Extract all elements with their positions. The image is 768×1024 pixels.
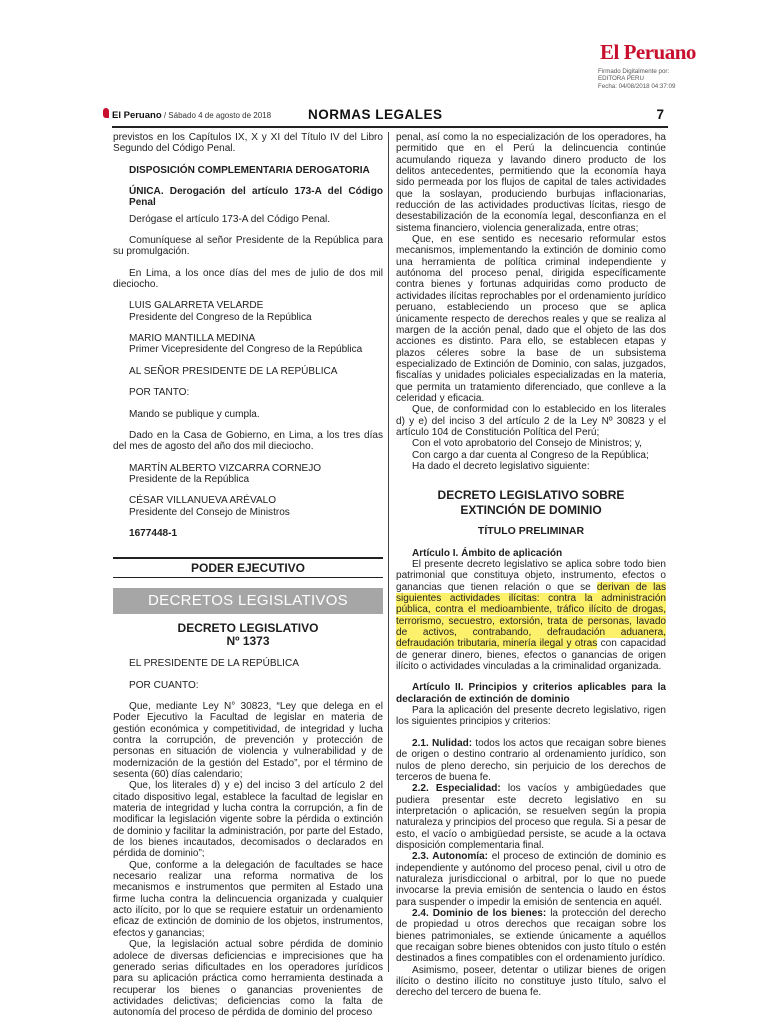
preliminary-title: TÍTULO PRELIMINAR (477, 525, 585, 538)
signatory-role: Primer Vicepresidente del Congreso de la República (129, 344, 363, 356)
article-text (396, 559, 666, 672)
decree-title: DECRETO LEGISLATIVO (177, 621, 319, 636)
paragraph: Que, la legislación actual sobre pérdida de dominio adolece de diversas deficiencias e imprecisiones que ha generado serias dificultades en los operadores jurídicos para su aplicación práctica como herramienta destinada a recuperar los bienes o ganancias provenientes de actividades delictivas; deficiencias como la falta de autonomía del proceso de pérdida de dominio del proceso (113, 939, 383, 1019)
paragraph: penal, así como la no especialización de los operadores, ha permitido que en el Perú la delincuencia continúe acumulando riqueza y lavando dinero producto de los delitos antecedentes, permitiendo que la economía haya sido permeada por los flujos de capital de tales actividades que la soslayan, produciendo burbujas inflacionarias, reducción de las actividades productivas lícitas, riesgo de desestabilización de la economía legal, desconfianza en el sistema financiero, violencia generalizada, entre otras; (396, 132, 666, 234)
right-column (396, 132, 666, 999)
article-text: Para la aplicación del presente decreto legislativo, rigen los siguientes principios y criterios: (396, 705, 666, 728)
article-text-part: El presente decreto legislativo se aplica sobre todo bien patrimonial que constituya objeto, instrumento, efectos o ganancias que tienen relación o que se (396, 559, 666, 593)
numbered-item (396, 738, 666, 783)
article-heading: Artículo II. Principios y criterios aplicables para la declaración de extinción de dominio (396, 682, 666, 705)
paragraph: Ha dado el decreto legislativo siguiente: (412, 460, 590, 472)
section-heading: ÚNICA. Derogación del artículo 173-A del Código Penal (129, 186, 383, 209)
numbered-item (396, 783, 666, 851)
column-divider (388, 132, 389, 972)
item-text: todos los actos que recaigan sobre bienes de origen o destino contrario al ordenamiento jurídico, son nulos de pleno derecho, sin perjuicio de los derechos de terceros de buena fe. (396, 737, 666, 783)
paragraph: Que, conforme a la delegación de facultades se hace necesario realizar una reforma normativa de los mecanismos e instrumentos que permiten al Estado una firme lucha contra la delincuencia organizada y cualquier acto ilícito, por lo que se requiere estatuir un ordenamiento eficaz de extinción de dominio de los objetos, instrumentos, efectos y ganancias; (113, 859, 383, 939)
signatory-role: Presidente del Consejo de Ministros (129, 506, 290, 518)
signatory-name: CÉSAR VILLANUEVA ARÉVALO (129, 495, 277, 507)
item-label: 2.3. Autonomía: (412, 851, 488, 863)
paragraph: Que, mediante Ley N° 30823, “Ley que delega en el Poder Ejecutivo la Facultad de legislar en materia de gestión económica y competitividad, de integridad y lucha contra la corrupción, de prevención y protección de personas en situación de violencia y vulnerabilidad y de modernización de la gestión del Estado”, por el término de sesenta (60) días calendario; (113, 700, 383, 780)
article-text-part: con capacidad de generar dinero, bienes, efectos o ganancias de origen ilícito o actividades vinculadas a la criminalidad organizada. (396, 638, 666, 673)
signatory-role: Presidente de la República (129, 473, 250, 485)
page-number: 7 (656, 107, 664, 122)
paragraph: Mando se publique y cumpla. (129, 408, 260, 420)
item-label: 2.2. Especialidad: (412, 783, 501, 795)
numbered-item (396, 908, 666, 965)
highlighted-text: derivan de las siguientes actividades ilícitas: contra la administración pública, contra el medioambiente, tráfico ilícito de drogas, terrorismo, secuestro, extorsión, trata de personas, lavado de activos, contrabando, defraudación aduanera, defraudación tributaria, minería ilegal y otras (396, 581, 666, 650)
section-heading: DISPOSICIÓN COMPLEMENTARIA DEROGATORIA (129, 164, 370, 176)
header-section: NORMAS LEGALES (308, 107, 443, 122)
item-text: los vacíos y ambigüedades que pudiera presentar este decreto legislativo en su interpretación o aplicación, se resuelven según la propia naturaleza y principios del proceso que regula. Si a pesar de esto, el vacío o ambigüedad persiste, se acude a la octava disposición complementaria final. (396, 783, 666, 851)
left-column (113, 132, 383, 1019)
paragraph: AL SEÑOR PRESIDENTE DE LA REPÚBLICA (129, 365, 338, 377)
paragraph: previstos en los Capítulos IX, X y XI del Título IV del Libro Segundo del Código Penal. (113, 132, 383, 155)
document-code: 1677448-1 (129, 527, 178, 539)
paragraph: Comuníquese al señor Presidente de la República para su promulgación. (113, 235, 383, 258)
paragraph: Que, en ese sentido es necesario reformular estos mecanismos, implementando la extinción de dominio como una herramienta de política criminal independiente y autónoma del proceso penal, dirigida específicamente contra bienes y fortunas adquiridas como producto de actividades ilícitas reprochables por el ordenamiento jurídico peruano, estableciendo un proceso que se aplica únicamente respecto de derechos reales y que se realiza al margen de la acción penal, dado que el objeto de las dos acciones es distinto. Para ello, se establecen etapas y plazos céleres sobre la base de un subsistema especializado de Extinción de Dominio, con salas, juzgados, fiscalías y unidades policiales especializadas en la materia, que permita un tratamiento diferenciado, que conlleve a la celeridad y eficacia. (396, 234, 666, 404)
item-label: 2.4. Dominio de los bienes: (412, 907, 547, 919)
peruano-bird-icon (103, 108, 109, 118)
header-paper-date (112, 110, 271, 121)
signature-line: Firmado Digitalmente por: (598, 68, 670, 75)
section-bar-poder-ejecutivo: PODER EJECUTIVO (113, 557, 383, 578)
paragraph: Con cargo a dar cuenta al Congreso de la República; (412, 449, 649, 461)
paragraph: POR CUANTO: (129, 679, 199, 691)
law-title: DECRETO LEGISLATIVO SOBRE (437, 488, 625, 503)
paragraph: Asimismo, poseer, detentar o utilizar bienes de origen ilícito o destino ilícito no constituye justo título, salvo el derecho del tercero de buena fe. (396, 964, 666, 999)
signatory-name: MARTÍN ALBERTO VIZCARRA CORNEJO (129, 462, 322, 474)
numbered-item (396, 851, 666, 908)
paragraph: Derógase el artículo 173-A del Código Penal. (129, 213, 331, 225)
page-header (112, 106, 668, 128)
header-date: / Sábado 4 de agosto de 2018 (163, 111, 272, 120)
header-paper: El Peruano (112, 110, 162, 121)
signatory-role: Presidente del Congreso de la República (129, 311, 312, 323)
law-title: EXTINCIÓN DE DOMINIO (460, 503, 602, 518)
paragraph: Dado en la Casa de Gobierno, en Lima, a los tres días del mes de agosto del año dos mil dieciocho. (113, 429, 383, 453)
paragraph: Con el voto aprobatorio del Consejo de Ministros; y, (412, 438, 642, 450)
paragraph: POR TANTO: (129, 387, 190, 399)
digital-signature (598, 68, 675, 90)
article-heading: Artículo I. Ámbito de aplicación (412, 547, 563, 559)
paragraph: Que, los literales d) y e) del inciso 3 del artículo 2 del citado dispositivo legal, establece la facultad de legislar en materia de integridad y lucha contra la corrupción, a fin de modificar la legislación vigente sobre la pérdida o extinción de dominio y facilitar la administración, por parte del Estado, de los bienes incautados, decomisados o declarados en pérdida de dominio”; (113, 780, 383, 860)
section-bar-decretos: DECRETOS LEGISLATIVOS (113, 588, 383, 614)
paragraph: En Lima, a los once días del mes de julio de dos mil dieciocho. (113, 267, 383, 291)
paragraph: Que, de conformidad con lo establecido en los literales d) y e) del inciso 3 del artículo 2 de la Ley Nº 30823 y el artículo 104 de Constitución Política del Perú; (396, 404, 666, 438)
el-peruano-logo: El Peruano (600, 40, 696, 64)
item-text: la protección del derecho de propiedad u otros derechos que recaigan sobre los bienes patrimoniales, se extiende únicamente a aquéllos que recaigan sobre bienes obtenidos con justo título o estén destinados a fines compatibles con el ordenamiento jurídico. (396, 907, 666, 965)
item-label: 2.1. Nulidad: (412, 737, 473, 749)
signatory-name: LUIS GALARRETA VELARDE (129, 300, 264, 312)
paragraph: EL PRESIDENTE DE LA REPÚBLICA (129, 658, 299, 670)
item-text: el proceso de extinción de dominio es independiente y autónomo del proceso penal, civil u otro de naturaleza jurisdiccional o arbitral, por lo que no puede invocarse la previa emisión de sentencia o laudo en éstos para suspender o impedir la emisión de sentencia en aquél. (396, 851, 666, 908)
signature-line: Fecha: 04/08/2018 04:37:09 (598, 82, 676, 90)
signatory-name: MARIO MANTILLA MEDINA (129, 333, 256, 345)
signature-line: EDITORA PERU (598, 75, 644, 83)
decree-number: Nº 1373 (226, 634, 270, 649)
